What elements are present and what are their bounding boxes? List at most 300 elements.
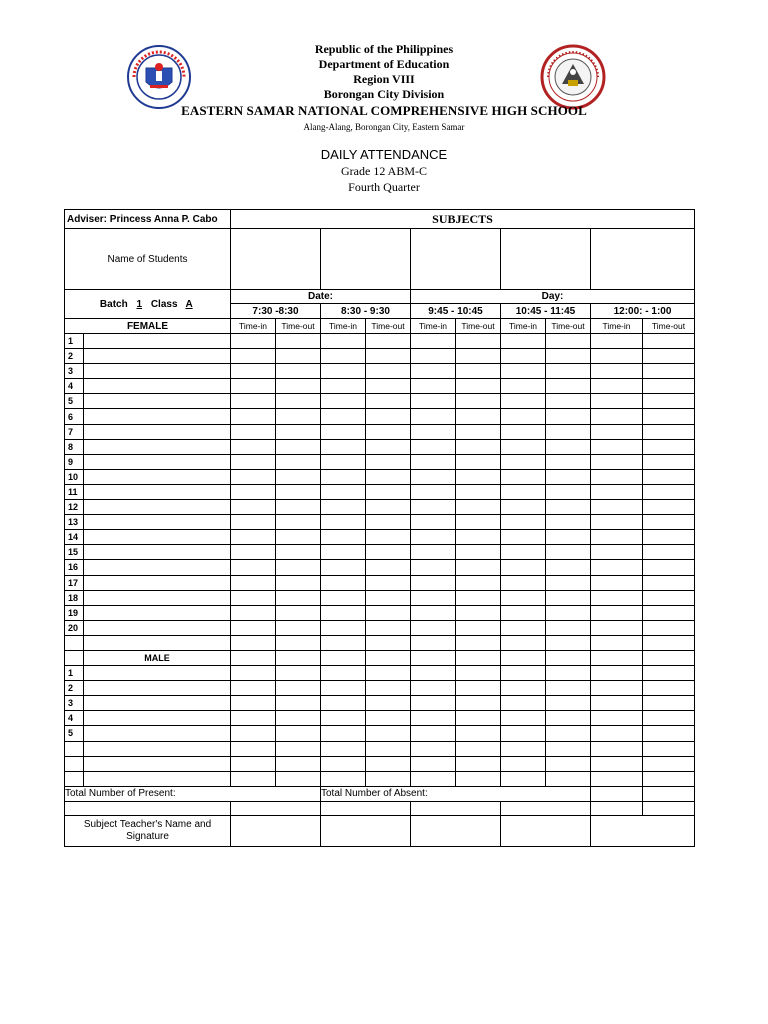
attendance-cell[interactable] (231, 635, 276, 650)
attendance-cell[interactable] (501, 379, 546, 394)
attendance-cell[interactable] (501, 545, 546, 560)
student-name-cell[interactable] (84, 484, 231, 499)
attendance-cell[interactable] (456, 756, 501, 771)
attendance-cell[interactable] (321, 741, 366, 756)
attendance-cell[interactable] (231, 696, 276, 711)
attendance-cell[interactable] (231, 605, 276, 620)
attendance-cell[interactable] (321, 681, 366, 696)
attendance-cell[interactable] (501, 349, 546, 364)
signature-cell[interactable] (501, 815, 591, 846)
attendance-cell[interactable] (643, 349, 695, 364)
attendance-cell[interactable] (411, 681, 456, 696)
attendance-cell[interactable] (411, 741, 456, 756)
attendance-cell[interactable] (643, 424, 695, 439)
attendance-cell[interactable] (456, 530, 501, 545)
attendance-cell[interactable] (366, 726, 411, 741)
attendance-cell[interactable] (366, 515, 411, 530)
attendance-cell[interactable] (501, 515, 546, 530)
attendance-cell[interactable] (321, 409, 366, 424)
attendance-cell[interactable] (546, 515, 591, 530)
attendance-cell[interactable] (591, 605, 643, 620)
total-cell[interactable] (591, 786, 643, 801)
attendance-cell[interactable] (231, 530, 276, 545)
signature-cell[interactable] (231, 815, 321, 846)
attendance-cell[interactable] (501, 681, 546, 696)
attendance-cell[interactable] (501, 469, 546, 484)
attendance-cell[interactable] (591, 545, 643, 560)
attendance-cell[interactable] (276, 666, 321, 681)
student-name-cell[interactable] (84, 500, 231, 515)
attendance-cell[interactable] (456, 711, 501, 726)
attendance-cell[interactable] (321, 424, 366, 439)
attendance-cell[interactable] (411, 379, 456, 394)
attendance-cell[interactable] (546, 605, 591, 620)
attendance-cell[interactable] (546, 650, 591, 665)
attendance-cell[interactable] (501, 439, 546, 454)
attendance-cell[interactable] (643, 500, 695, 515)
attendance-cell[interactable] (501, 454, 546, 469)
attendance-cell[interactable] (546, 484, 591, 499)
attendance-cell[interactable] (321, 545, 366, 560)
attendance-cell[interactable] (321, 575, 366, 590)
attendance-cell[interactable] (456, 635, 501, 650)
attendance-cell[interactable] (231, 364, 276, 379)
attendance-cell[interactable] (456, 484, 501, 499)
attendance-cell[interactable] (231, 515, 276, 530)
attendance-cell[interactable] (231, 666, 276, 681)
attendance-cell[interactable] (366, 545, 411, 560)
attendance-cell[interactable] (366, 484, 411, 499)
attendance-cell[interactable] (501, 484, 546, 499)
attendance-cell[interactable] (643, 590, 695, 605)
attendance-cell[interactable] (276, 771, 321, 786)
attendance-cell[interactable] (591, 439, 643, 454)
attendance-cell[interactable] (546, 469, 591, 484)
attendance-cell[interactable] (411, 469, 456, 484)
attendance-cell[interactable] (501, 575, 546, 590)
total-cell[interactable] (643, 786, 695, 801)
attendance-cell[interactable] (591, 696, 643, 711)
attendance-cell[interactable] (411, 726, 456, 741)
attendance-cell[interactable] (366, 424, 411, 439)
student-name-cell[interactable] (84, 379, 231, 394)
subject-slot-4[interactable] (501, 229, 591, 290)
attendance-cell[interactable] (546, 334, 591, 349)
attendance-cell[interactable] (456, 741, 501, 756)
attendance-cell[interactable] (321, 379, 366, 394)
attendance-cell[interactable] (411, 696, 456, 711)
attendance-cell[interactable] (366, 334, 411, 349)
attendance-cell[interactable] (546, 771, 591, 786)
attendance-cell[interactable] (546, 681, 591, 696)
attendance-cell[interactable] (456, 696, 501, 711)
attendance-cell[interactable] (546, 575, 591, 590)
attendance-cell[interactable] (643, 469, 695, 484)
subject-slot-2[interactable] (321, 229, 411, 290)
attendance-cell[interactable] (546, 545, 591, 560)
attendance-cell[interactable] (276, 590, 321, 605)
attendance-cell[interactable] (321, 605, 366, 620)
attendance-cell[interactable] (411, 575, 456, 590)
attendance-cell[interactable] (456, 439, 501, 454)
attendance-cell[interactable] (231, 469, 276, 484)
attendance-cell[interactable] (411, 484, 456, 499)
attendance-cell[interactable] (546, 666, 591, 681)
student-name-cell[interactable] (84, 349, 231, 364)
attendance-cell[interactable] (321, 590, 366, 605)
attendance-cell[interactable] (546, 454, 591, 469)
attendance-cell[interactable] (456, 515, 501, 530)
attendance-cell[interactable] (456, 409, 501, 424)
student-name-cell[interactable] (84, 605, 231, 620)
attendance-cell[interactable] (456, 334, 501, 349)
attendance-cell[interactable] (456, 454, 501, 469)
attendance-cell[interactable] (456, 666, 501, 681)
attendance-cell[interactable] (231, 500, 276, 515)
attendance-cell[interactable] (591, 575, 643, 590)
student-name-cell[interactable] (84, 545, 231, 560)
attendance-cell[interactable] (231, 484, 276, 499)
attendance-cell[interactable] (366, 409, 411, 424)
attendance-cell[interactable] (231, 575, 276, 590)
attendance-cell[interactable] (456, 394, 501, 409)
attendance-cell[interactable] (231, 681, 276, 696)
attendance-cell[interactable] (501, 756, 546, 771)
attendance-cell[interactable] (546, 349, 591, 364)
attendance-cell[interactable] (591, 590, 643, 605)
attendance-cell[interactable] (276, 681, 321, 696)
attendance-cell[interactable] (546, 726, 591, 741)
student-name-cell[interactable] (84, 575, 231, 590)
student-name-cell[interactable] (84, 635, 231, 650)
attendance-cell[interactable] (546, 394, 591, 409)
student-name-cell[interactable] (84, 681, 231, 696)
attendance-cell[interactable] (456, 650, 501, 665)
attendance-cell[interactable] (411, 666, 456, 681)
attendance-cell[interactable] (643, 726, 695, 741)
attendance-cell[interactable] (321, 454, 366, 469)
student-name-cell[interactable] (84, 560, 231, 575)
attendance-cell[interactable] (366, 469, 411, 484)
attendance-cell[interactable] (411, 756, 456, 771)
attendance-cell[interactable] (591, 515, 643, 530)
attendance-cell[interactable] (411, 439, 456, 454)
attendance-cell[interactable] (276, 726, 321, 741)
attendance-cell[interactable] (411, 711, 456, 726)
attendance-cell[interactable] (643, 635, 695, 650)
attendance-cell[interactable] (456, 424, 501, 439)
subject-slot-1[interactable] (231, 229, 321, 290)
student-name-cell[interactable] (84, 711, 231, 726)
attendance-cell[interactable] (276, 500, 321, 515)
attendance-cell[interactable] (643, 560, 695, 575)
attendance-cell[interactable] (643, 515, 695, 530)
attendance-cell[interactable] (366, 756, 411, 771)
attendance-cell[interactable] (501, 530, 546, 545)
attendance-cell[interactable] (321, 439, 366, 454)
attendance-cell[interactable] (366, 560, 411, 575)
attendance-cell[interactable] (501, 394, 546, 409)
student-name-cell[interactable] (84, 334, 231, 349)
student-name-cell[interactable] (84, 771, 231, 786)
attendance-cell[interactable] (643, 379, 695, 394)
attendance-cell[interactable] (366, 696, 411, 711)
attendance-cell[interactable] (546, 379, 591, 394)
attendance-cell[interactable] (456, 364, 501, 379)
attendance-cell[interactable] (276, 515, 321, 530)
attendance-cell[interactable] (456, 620, 501, 635)
subject-slot-3[interactable] (411, 229, 501, 290)
attendance-cell[interactable] (321, 635, 366, 650)
attendance-cell[interactable] (276, 741, 321, 756)
attendance-cell[interactable] (643, 439, 695, 454)
attendance-cell[interactable] (456, 469, 501, 484)
student-name-cell[interactable] (84, 726, 231, 741)
attendance-cell[interactable] (366, 500, 411, 515)
attendance-cell[interactable] (276, 424, 321, 439)
attendance-cell[interactable] (366, 379, 411, 394)
attendance-cell[interactable] (276, 635, 321, 650)
class-value[interactable]: A (185, 298, 193, 310)
attendance-cell[interactable] (591, 454, 643, 469)
attendance-cell[interactable] (366, 439, 411, 454)
attendance-cell[interactable] (231, 771, 276, 786)
attendance-cell[interactable] (231, 454, 276, 469)
student-name-cell[interactable] (84, 666, 231, 681)
student-name-cell[interactable] (84, 530, 231, 545)
student-name-cell[interactable] (84, 409, 231, 424)
attendance-cell[interactable] (366, 681, 411, 696)
attendance-cell[interactable] (321, 650, 366, 665)
attendance-cell[interactable] (501, 620, 546, 635)
attendance-cell[interactable] (321, 620, 366, 635)
attendance-cell[interactable] (276, 439, 321, 454)
attendance-cell[interactable] (276, 394, 321, 409)
attendance-cell[interactable] (276, 454, 321, 469)
attendance-cell[interactable] (276, 364, 321, 379)
attendance-cell[interactable] (366, 741, 411, 756)
attendance-cell[interactable] (231, 379, 276, 394)
attendance-cell[interactable] (231, 424, 276, 439)
student-name-cell[interactable] (84, 424, 231, 439)
attendance-cell[interactable] (501, 635, 546, 650)
attendance-cell[interactable] (643, 681, 695, 696)
attendance-cell[interactable] (546, 756, 591, 771)
attendance-cell[interactable] (411, 771, 456, 786)
attendance-cell[interactable] (546, 409, 591, 424)
attendance-cell[interactable] (276, 620, 321, 635)
attendance-cell[interactable] (366, 650, 411, 665)
attendance-cell[interactable] (411, 560, 456, 575)
student-name-cell[interactable] (84, 590, 231, 605)
attendance-cell[interactable] (501, 711, 546, 726)
attendance-cell[interactable] (411, 635, 456, 650)
batch-value[interactable]: 1 (136, 298, 143, 310)
attendance-cell[interactable] (501, 650, 546, 665)
attendance-cell[interactable] (546, 364, 591, 379)
attendance-cell[interactable] (411, 409, 456, 424)
attendance-cell[interactable] (643, 605, 695, 620)
attendance-cell[interactable] (546, 500, 591, 515)
attendance-cell[interactable] (643, 484, 695, 499)
attendance-cell[interactable] (546, 711, 591, 726)
attendance-cell[interactable] (591, 756, 643, 771)
attendance-cell[interactable] (546, 424, 591, 439)
attendance-cell[interactable] (643, 394, 695, 409)
attendance-cell[interactable] (546, 696, 591, 711)
attendance-cell[interactable] (276, 379, 321, 394)
attendance-cell[interactable] (643, 620, 695, 635)
attendance-cell[interactable] (546, 635, 591, 650)
attendance-cell[interactable] (456, 349, 501, 364)
attendance-cell[interactable] (456, 771, 501, 786)
attendance-cell[interactable] (643, 334, 695, 349)
attendance-cell[interactable] (643, 454, 695, 469)
attendance-cell[interactable] (501, 741, 546, 756)
attendance-cell[interactable] (411, 454, 456, 469)
attendance-cell[interactable] (276, 696, 321, 711)
attendance-cell[interactable] (501, 726, 546, 741)
attendance-cell[interactable] (366, 575, 411, 590)
attendance-cell[interactable] (591, 424, 643, 439)
attendance-cell[interactable] (546, 620, 591, 635)
attendance-cell[interactable] (546, 590, 591, 605)
attendance-cell[interactable] (643, 771, 695, 786)
attendance-cell[interactable] (591, 394, 643, 409)
attendance-cell[interactable] (456, 590, 501, 605)
attendance-cell[interactable] (231, 756, 276, 771)
attendance-cell[interactable] (411, 334, 456, 349)
attendance-cell[interactable] (321, 756, 366, 771)
attendance-cell[interactable] (456, 726, 501, 741)
attendance-cell[interactable] (321, 666, 366, 681)
attendance-cell[interactable] (231, 590, 276, 605)
attendance-cell[interactable] (591, 620, 643, 635)
attendance-cell[interactable] (591, 771, 643, 786)
attendance-cell[interactable] (231, 650, 276, 665)
attendance-cell[interactable] (591, 364, 643, 379)
attendance-cell[interactable] (411, 605, 456, 620)
attendance-cell[interactable] (456, 605, 501, 620)
student-name-cell[interactable] (84, 620, 231, 635)
attendance-cell[interactable] (501, 560, 546, 575)
student-name-cell[interactable] (84, 696, 231, 711)
attendance-cell[interactable] (643, 650, 695, 665)
attendance-cell[interactable] (411, 424, 456, 439)
attendance-cell[interactable] (643, 545, 695, 560)
attendance-cell[interactable] (591, 409, 643, 424)
attendance-cell[interactable] (591, 500, 643, 515)
attendance-cell[interactable] (276, 530, 321, 545)
attendance-cell[interactable] (591, 666, 643, 681)
attendance-cell[interactable] (231, 409, 276, 424)
attendance-cell[interactable] (643, 741, 695, 756)
attendance-cell[interactable] (643, 666, 695, 681)
attendance-cell[interactable] (643, 696, 695, 711)
attendance-cell[interactable] (231, 560, 276, 575)
attendance-cell[interactable] (321, 469, 366, 484)
attendance-cell[interactable] (231, 349, 276, 364)
attendance-cell[interactable] (501, 605, 546, 620)
attendance-cell[interactable] (643, 756, 695, 771)
attendance-cell[interactable] (643, 575, 695, 590)
attendance-cell[interactable] (591, 711, 643, 726)
attendance-cell[interactable] (591, 484, 643, 499)
student-name-cell[interactable] (84, 439, 231, 454)
attendance-cell[interactable] (276, 349, 321, 364)
day-label[interactable]: Day: (411, 290, 695, 304)
attendance-cell[interactable] (591, 379, 643, 394)
attendance-cell[interactable] (276, 650, 321, 665)
attendance-cell[interactable] (366, 666, 411, 681)
date-label[interactable]: Date: (231, 290, 411, 304)
attendance-cell[interactable] (231, 394, 276, 409)
attendance-cell[interactable] (366, 635, 411, 650)
attendance-cell[interactable] (411, 500, 456, 515)
attendance-cell[interactable] (591, 560, 643, 575)
attendance-cell[interactable] (591, 334, 643, 349)
attendance-cell[interactable] (276, 605, 321, 620)
attendance-cell[interactable] (321, 515, 366, 530)
attendance-cell[interactable] (501, 771, 546, 786)
attendance-cell[interactable] (546, 560, 591, 575)
student-name-cell[interactable] (84, 454, 231, 469)
attendance-cell[interactable] (231, 545, 276, 560)
student-name-cell[interactable] (84, 741, 231, 756)
attendance-cell[interactable] (321, 349, 366, 364)
attendance-cell[interactable] (276, 334, 321, 349)
attendance-cell[interactable] (456, 545, 501, 560)
attendance-cell[interactable] (456, 681, 501, 696)
attendance-cell[interactable] (456, 379, 501, 394)
attendance-cell[interactable] (366, 454, 411, 469)
student-name-cell[interactable] (84, 364, 231, 379)
student-name-cell[interactable] (84, 515, 231, 530)
attendance-cell[interactable] (366, 394, 411, 409)
attendance-cell[interactable] (231, 439, 276, 454)
attendance-cell[interactable] (591, 469, 643, 484)
signature-cell[interactable] (591, 815, 695, 846)
attendance-cell[interactable] (591, 650, 643, 665)
attendance-cell[interactable] (501, 364, 546, 379)
attendance-cell[interactable] (411, 394, 456, 409)
attendance-cell[interactable] (411, 530, 456, 545)
attendance-cell[interactable] (501, 334, 546, 349)
attendance-cell[interactable] (411, 545, 456, 560)
attendance-cell[interactable] (456, 500, 501, 515)
attendance-cell[interactable] (321, 696, 366, 711)
attendance-cell[interactable] (321, 394, 366, 409)
attendance-cell[interactable] (411, 349, 456, 364)
attendance-cell[interactable] (276, 575, 321, 590)
attendance-cell[interactable] (321, 771, 366, 786)
attendance-cell[interactable] (643, 409, 695, 424)
attendance-cell[interactable] (366, 711, 411, 726)
attendance-cell[interactable] (366, 771, 411, 786)
attendance-cell[interactable] (411, 590, 456, 605)
attendance-cell[interactable] (366, 364, 411, 379)
attendance-cell[interactable] (321, 334, 366, 349)
student-name-cell[interactable] (84, 469, 231, 484)
attendance-cell[interactable] (546, 741, 591, 756)
attendance-cell[interactable] (366, 590, 411, 605)
attendance-cell[interactable] (501, 696, 546, 711)
attendance-cell[interactable] (276, 756, 321, 771)
attendance-cell[interactable] (366, 530, 411, 545)
attendance-cell[interactable] (321, 500, 366, 515)
attendance-cell[interactable] (321, 484, 366, 499)
attendance-cell[interactable] (276, 469, 321, 484)
